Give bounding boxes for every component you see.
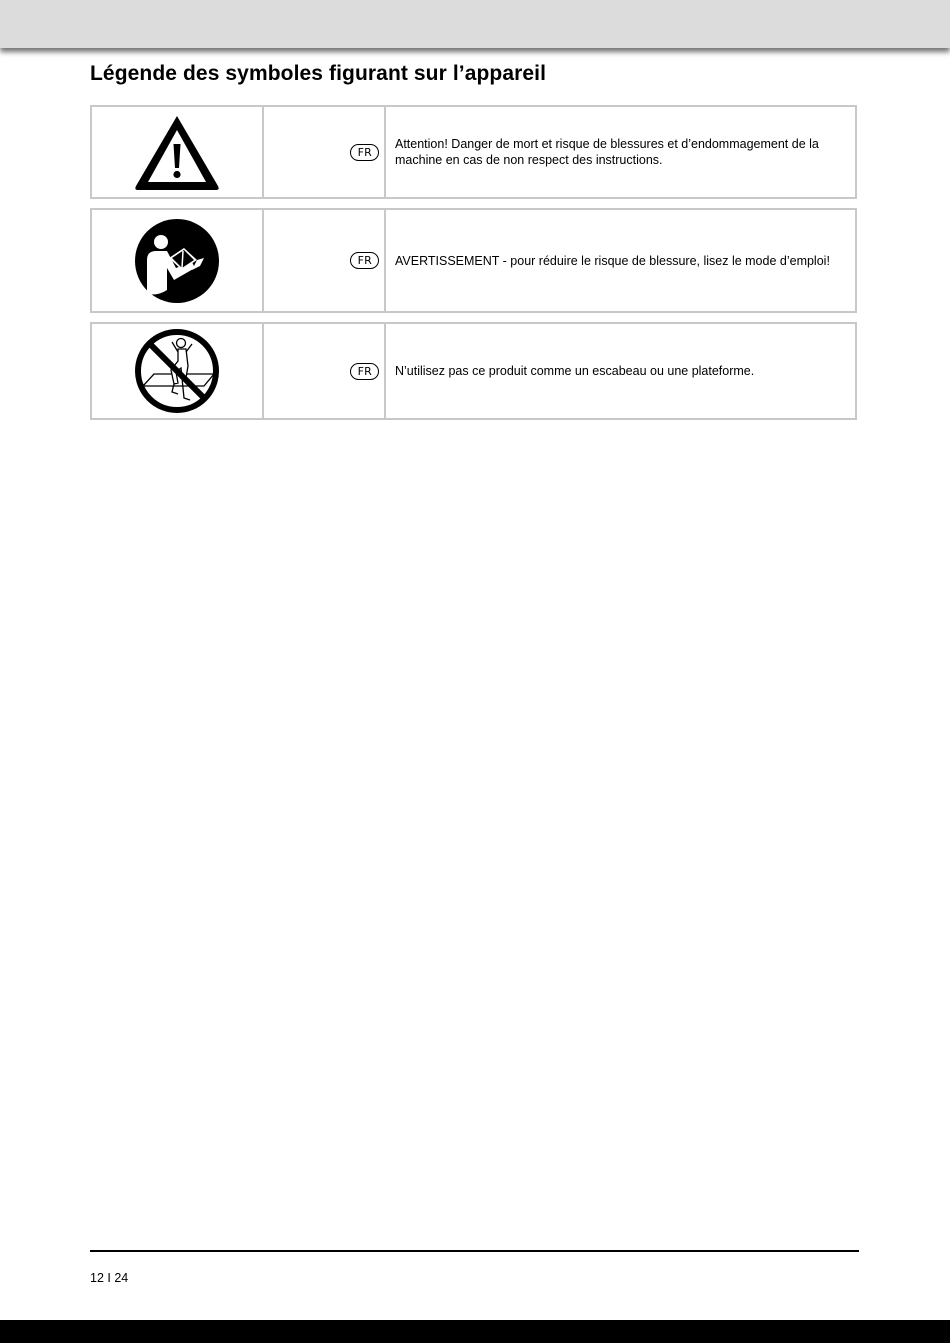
symbol-description: AVERTISSEMENT - pour réduire le risque de blessure, lisez le mode d’emploi!: [395, 253, 830, 268]
description-cell: [386, 210, 855, 311]
symbol-icon-cell: [92, 107, 264, 197]
description-cell: [386, 324, 855, 418]
no-stepping-icon: [134, 328, 220, 414]
symbol-icon-cell: [92, 210, 264, 311]
page-number: 12 I 24: [90, 1271, 129, 1285]
read-manual-icon: [134, 218, 220, 304]
language-badge: FR: [350, 363, 379, 380]
language-cell: [264, 324, 386, 418]
header-band: [0, 0, 950, 48]
symbol-icon-cell: [92, 324, 264, 418]
symbol-row-warning: [90, 105, 857, 199]
footer-divider: [90, 1250, 859, 1252]
language-badge: FR: [350, 252, 379, 269]
symbol-row-no-stepping: [90, 322, 857, 420]
warning-triangle-icon: [132, 112, 222, 192]
language-cell: [264, 107, 386, 197]
footer-band: [0, 1320, 950, 1343]
language-badge: FR: [350, 144, 379, 161]
symbol-description: N’utilisez pas ce produit comme un escabeau ou une plateforme.: [395, 364, 755, 378]
language-cell: [264, 210, 386, 311]
symbol-row-read-manual: [90, 208, 857, 313]
description-cell: [386, 107, 855, 197]
symbol-description: Attention! Danger de mort et risque de blessures et d’endommagement de la machine en cas de non respect des instructions.: [395, 137, 819, 167]
page-title: Légende des symboles figurant sur l’appareil: [90, 62, 547, 85]
